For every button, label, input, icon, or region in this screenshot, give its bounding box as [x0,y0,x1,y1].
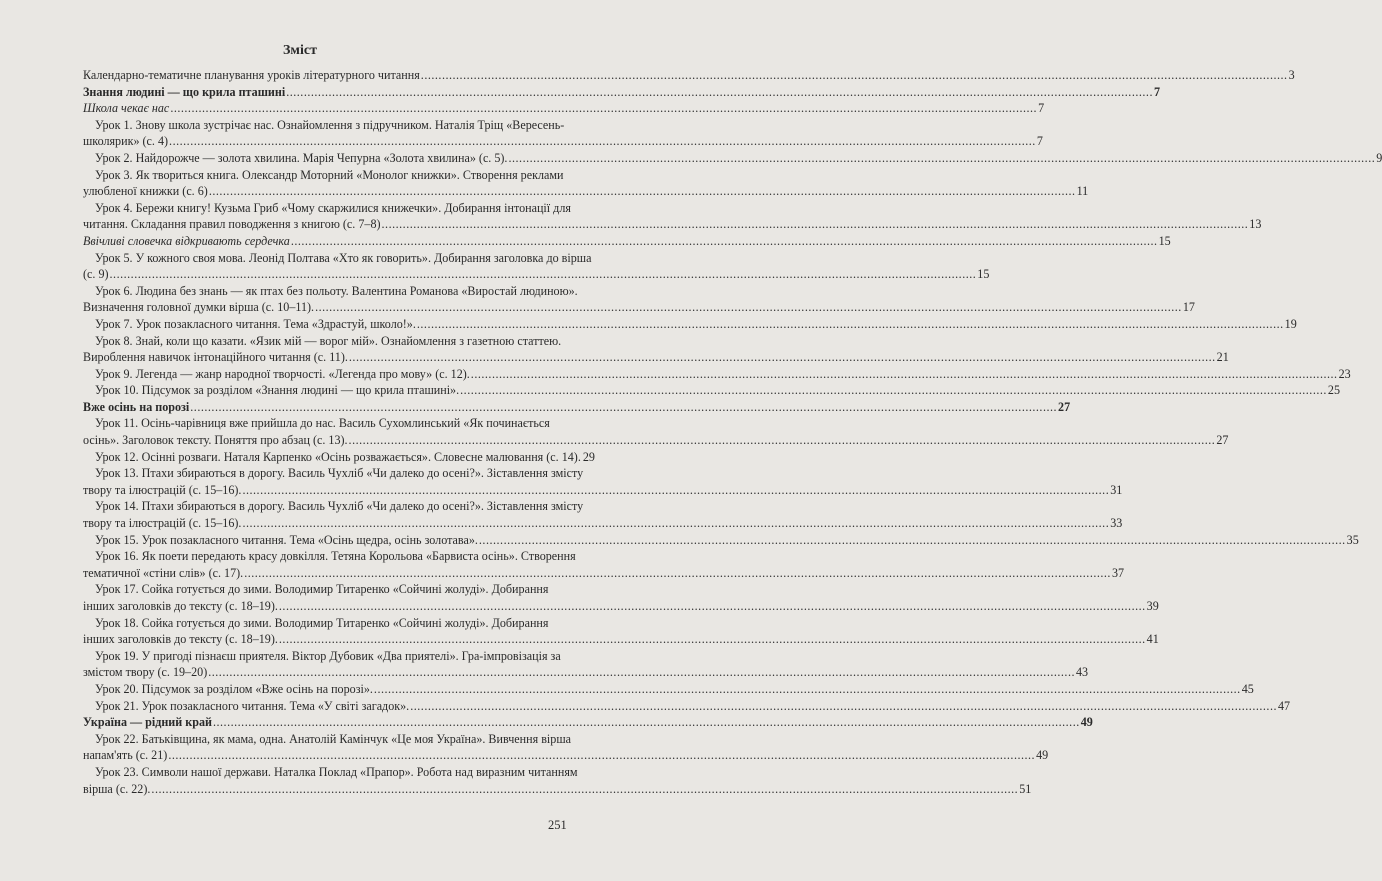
dot-leader [151,781,1018,798]
entry-page-number: 49 [1080,715,1093,730]
entry-page-number: 49 [1036,748,1049,763]
entry-text: Україна — рідний край [83,715,212,730]
entry-text: твору та ілюстрацій (с. 15–16). [83,516,242,531]
entry-text: Урок 20. Підсумок за розділом «Вже осінь на порозі». [95,681,373,696]
entry-page-number: 37 [1111,565,1125,580]
entry-text: Урок 12. Осінні розваги. Наталя Карпенко «Осінь розважається». Словесне малювання (с. 14). [95,449,581,464]
toc-line [83,117,570,134]
toc-entry [83,764,1032,797]
toc-line [83,183,1089,200]
dot-leader [168,747,1035,764]
dot-leader [208,664,1075,681]
toc-entry [83,382,1340,399]
toc-subsection [83,100,1045,117]
dot-leader [479,532,1346,549]
toc-entry [83,366,1351,383]
toc-entry [83,67,1295,84]
entry-text: Знання людині — що крила пташині [83,84,286,99]
entry-page-number: 13 [1249,217,1262,232]
dot-leader [421,67,1288,84]
toc-entry [83,200,1262,233]
toc-line [83,515,1123,532]
entry-page-number: 3 [1288,68,1295,82]
toc-entry [83,333,1229,366]
entry-text: Урок 21. Урок позакласного читання. Тема «У світі загадок». [95,698,410,713]
toc-line [83,67,1295,84]
entry-text: Урок 3. Як твориться книга. Олександр Моторний «Монолог книжки». Створення реклами [95,167,564,182]
toc-entry [83,615,1159,648]
page-number: 251 [548,818,567,832]
dot-leader [190,399,1057,416]
dot-leader [169,133,1036,150]
toc-line [83,731,570,748]
dot-leader [291,233,1158,250]
entry-text: Урок 9. Легенда — жанр народної творчості. «Легенда про мову» (с. 12). [95,366,470,381]
entry-page-number: 21 [1216,350,1229,365]
dot-leader [242,515,1109,532]
toc-entry [83,250,990,283]
entry-text: читання. Складання правил поводження з книгою (с. 7–8) [83,217,381,232]
entry-text: Урок 14. Птахи збираються в дорогу. Василь Чухліб «Чи далеко до осені?». Зіставлення змісту [95,499,584,514]
toc-entry [83,532,1359,549]
dot-leader [244,565,1111,582]
entry-text: вірша (с. 22). [83,781,151,796]
toc-line [83,449,595,466]
toc-line [83,581,570,598]
entry-text: (с. 9) [83,267,109,282]
toc-entry [83,449,595,466]
toc-line [83,781,1032,798]
dot-leader [460,382,1327,399]
entry-page-number: 29 [582,449,595,464]
toc-entry [83,698,1291,715]
entry-text: твору та ілюстрацій (с. 15–16). [83,482,242,497]
entry-text: Урок 10. Підсумок за розділом «Знання людині — що крила пташині». [95,383,460,398]
entry-text: Вже осінь на порозі [83,399,190,414]
dot-leader [213,714,1080,731]
toc-line [83,415,570,432]
dot-leader [110,266,977,283]
entry-page-number: 27 [1058,399,1071,414]
toc-entry [83,581,1159,614]
toc-line [83,167,570,184]
entry-page-number: 31 [1110,482,1123,497]
dot-leader [382,216,1249,233]
entry-text: Школа чекає нас [83,101,170,116]
dot-leader [209,183,1076,200]
entry-text: осінь». Заголовок тексту. Поняття про абзац (с. 13). [83,433,348,448]
toc-line [83,615,570,632]
table-of-contents [83,67,1382,797]
entry-text: Урок 4. Бережи книгу! Кузьма Гриб «Чому скаржилися книжечки». Добирання інтонації для [95,200,571,215]
toc-line [83,698,1291,715]
toc-line [83,399,1071,416]
toc-entry [83,316,1297,333]
entry-page-number: 19 [1284,316,1297,331]
entry-page-number: 7 [1036,134,1043,149]
entry-text: Урок 8. Знай, коли що казати. «Язик мій — ворог мій». Ознайомлення з газетною статтею. [95,333,562,348]
toc-line [83,631,1159,648]
entry-page-number: 35 [1346,532,1359,547]
toc-line [83,266,990,283]
toc-line [83,681,1254,698]
entry-page-number: 47 [1277,698,1291,713]
dot-leader [410,698,1277,715]
toc-line [83,548,576,565]
entry-page-number: 15 [977,267,990,282]
toc-line [83,714,1093,731]
dot-leader [417,316,1284,333]
entry-text: Урок 22. Батьківщина, як мама, одна. Анатолій Камінчук «Це моя Україна». Вивчення вірша [95,731,572,746]
toc-entry [83,117,1043,150]
entry-page-number: 11 [1076,184,1089,199]
toc-line [83,200,570,217]
entry-text: улюбленої книжки (с. 6) [83,184,208,199]
entry-page-number: 9 [1376,150,1382,165]
toc-line [83,84,1161,101]
entry-page-number: 23 [1338,366,1351,381]
entry-text: Календарно-тематичне планування уроків літературного читання [83,68,420,82]
toc-line [83,283,578,300]
toc-entry [83,648,1089,681]
dot-leader [374,681,1241,698]
toc-line [83,216,1262,233]
entry-text: тематичної «стіни слів» (с. 17). [83,565,244,580]
dot-leader [315,299,1182,316]
entry-page-number: 15 [1158,233,1171,248]
entry-page-number: 41 [1146,632,1159,647]
entry-text: Урок 7. Урок позакласного читання. Тема «Здрастуй, школо!». [95,316,416,331]
toc-entry [83,283,1195,316]
toc-line [83,648,570,665]
dot-leader [349,349,1216,366]
dot-leader [242,482,1109,499]
toc-line [83,465,584,482]
entry-text: Урок 17. Сойка готується до зими. Володимир Титаренко «Сойчині жолуді». Добирання [95,582,549,597]
toc-line [83,366,1351,383]
entry-text: Урок 19. У пригоді пізнаєш приятеля. Віктор Дубовик «Два приятелі». Гра-імпровізація за [95,648,561,663]
toc-line [83,349,1229,366]
entry-page-number: 17 [1182,300,1195,315]
entry-page-number: 51 [1019,781,1032,796]
dot-leader [279,598,1146,615]
toc-line [83,482,1123,499]
toc-entry [83,415,1229,448]
dot-leader [170,100,1037,117]
toc-line [83,233,1171,250]
toc-line [83,598,1159,615]
entry-page-number: 27 [1216,433,1229,448]
toc-line [83,250,592,267]
entry-page-number: 45 [1241,681,1254,696]
entry-text: інших заголовків до тексту (с. 18–19). [83,599,278,613]
entry-text: інших заголовків до тексту (с. 18–19). [83,632,278,647]
toc-line [83,382,1340,399]
toc-line [83,432,1229,449]
toc-line [83,664,1089,681]
entry-text: Урок 16. Як поети передають красу довкілля. Тетяна Корольова «Барвиста осінь». Створення [95,549,576,564]
entry-text: Урок 6. Людина без знань — як птах без польоту. Валентина Романова «Виростай людиною». [95,283,578,298]
toc-section [83,399,1071,416]
dot-leader [508,150,1375,167]
entry-page-number: 7 [1153,84,1161,99]
entry-text: Визначення головної думки вірша (с. 10–11). [83,300,315,315]
toc-line [83,333,570,350]
dot-leader [471,366,1338,383]
toc-line [83,747,1049,764]
toc-subsection [83,233,1171,250]
entry-text: Урок 15. Урок позакласного читання. Тема «Осінь щедра, осінь золотава». [95,532,478,547]
entry-page-number: 7 [1038,101,1045,116]
toc-line [83,100,1045,117]
dot-leader [349,432,1216,449]
entry-text: Вироблення навичок інтонаційного читання (с. 11). [83,350,348,365]
dot-leader [286,84,1153,101]
dot-leader [279,631,1146,648]
toc-line [83,565,1125,582]
entry-text: Урок 2. Найдорожче — золота хвилина. Марія Чепурна «Золота хвилина» (с. 5). [95,150,508,165]
toc-line [83,498,584,515]
toc-line [83,316,1297,333]
entry-page-number: 39 [1146,599,1159,613]
toc-entry [83,681,1254,698]
toc-entry [83,731,1049,764]
entry-text: змістом твору (с. 19–20) [83,665,208,680]
toc-entry [83,465,1123,498]
toc-entry [83,167,1089,200]
entry-text: напам'ять (с. 21) [83,748,168,763]
toc-entry [83,548,1125,581]
entry-text: Урок 13. Птахи збираються в дорогу. Василь Чухліб «Чи далеко до осені?». Зіставлення змісту [95,466,584,481]
entry-text: Урок 23. Символи нашої держави. Наталка Поклад «Прапор». Робота над виразним читанням [95,764,578,779]
toc-line [83,532,1359,549]
toc-entry [83,150,1382,167]
toc-entry [83,498,1123,531]
entry-page-number: 25 [1327,383,1340,398]
entry-text: Урок 5. У кожного своя мова. Леонід Полтава «Хто як говорить». Добирання заголовка до вірша [95,250,592,265]
toc-section [83,714,1093,731]
entry-text: Урок 11. Осінь-чарівниця вже прийшла до нас. Василь Сухомлинський «Як починається [95,416,550,431]
entry-text: Урок 1. Знову школа зустрічає нас. Ознайомлення з підручником. Наталія Тріщ «Вересень- [95,117,565,132]
toc-line [83,133,1043,150]
entry-text: Урок 18. Сойка готується до зими. Володимир Титаренко «Сойчині жолуді». Добирання [95,615,549,630]
toc-line [83,150,1382,167]
page-title: Зміст [283,43,317,58]
toc-line [83,299,1195,316]
entry-text: школярик» (с. 4) [83,134,169,149]
entry-page-number: 33 [1110,516,1123,531]
toc-section [83,84,1161,101]
toc-line [83,764,578,781]
entry-page-number: 43 [1076,665,1089,680]
entry-text: Ввічливі словечка відкривають сердечка [83,233,290,248]
